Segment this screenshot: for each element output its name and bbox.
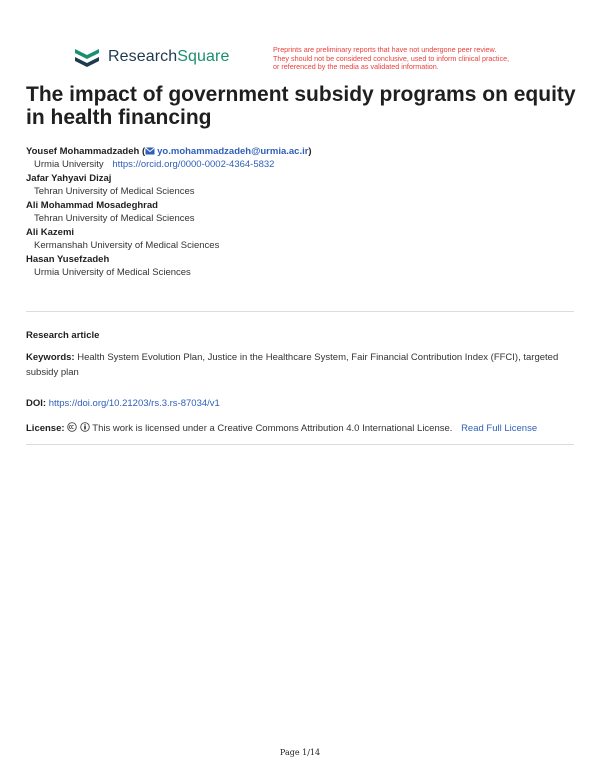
author-affiliation: Tehran University of Medical Sciences [34,213,195,224]
envelope-icon [145,147,155,155]
disclaimer-line: They should not be considered conclusive, used to inform clinical practice, [273,53,510,63]
author-name: Ali Mohammad Mosadeghrad [26,200,158,211]
author-email-link[interactable] [145,146,308,157]
disclaimer-line: or referenced by the media as validated information. [273,62,439,72]
license-label: License: [26,423,65,434]
author-affiliation [26,158,576,172]
disclaimer-line: Preprints are preliminary reports that have not undergone peer review. [273,45,497,54]
read-full-license-link[interactable]: Read Full License [461,423,538,434]
author-affiliation: Tehran University of Medical Sciences [34,186,195,197]
affiliation-text: Urmia University [34,159,104,170]
doi-link[interactable]: https://doi.org/10.21203/rs.3.rs-87034/v1 [48,398,220,409]
page-header [73,46,573,74]
creative-commons-icon [67,422,77,432]
section-divider [26,311,574,312]
section-divider [26,444,574,445]
author-name-text: Yousef Mohammadzadeh [26,146,140,157]
research-square-logo[interactable] [73,46,229,68]
attribution-icon [80,422,90,432]
keywords-text: Health System Evolution Plan, Justice in the Healthcare System, Fair Financial Contribution Index (FFCI), targeted subsidy plan [26,352,559,378]
paper-title: The impact of government subsidy programs on equity in health financing [26,83,576,129]
author-list [26,145,576,280]
keywords-label: Keywords: [26,352,75,363]
author-affiliation: Kermanshah University of Medical Sciences [34,240,220,251]
close-paren: ) [308,146,312,157]
license-section [26,421,576,436]
open-paren: ( [141,146,146,157]
doi-section [26,396,576,411]
author-name: Ali Kazemi [26,227,75,238]
orcid-link[interactable]: https://orcid.org/0000-0002-4364-5832 [112,159,275,170]
logo-word-square: Square [177,48,230,65]
author-name [26,145,576,158]
logo-text [108,48,229,66]
author-name: Jafar Yahyavi Dizaj [26,173,112,184]
keywords-section [26,350,576,380]
research-square-logo-icon [73,46,101,68]
license-text: This work is licensed under a Creative Commons Attribution 4.0 International License. [92,423,453,434]
preprint-disclaimer [273,46,573,72]
author-affiliation: Urmia University of Medical Sciences [34,267,191,278]
page-number: Page 1/14 [279,748,321,757]
author-email-text: yo.mohammadzadeh@urmia.ac.ir [157,146,309,157]
article-type: Research article [26,330,100,341]
doi-label: DOI: [26,398,47,409]
author-name: Hasan Yusefzadeh [26,254,110,265]
logo-word-research: Research [108,48,178,65]
